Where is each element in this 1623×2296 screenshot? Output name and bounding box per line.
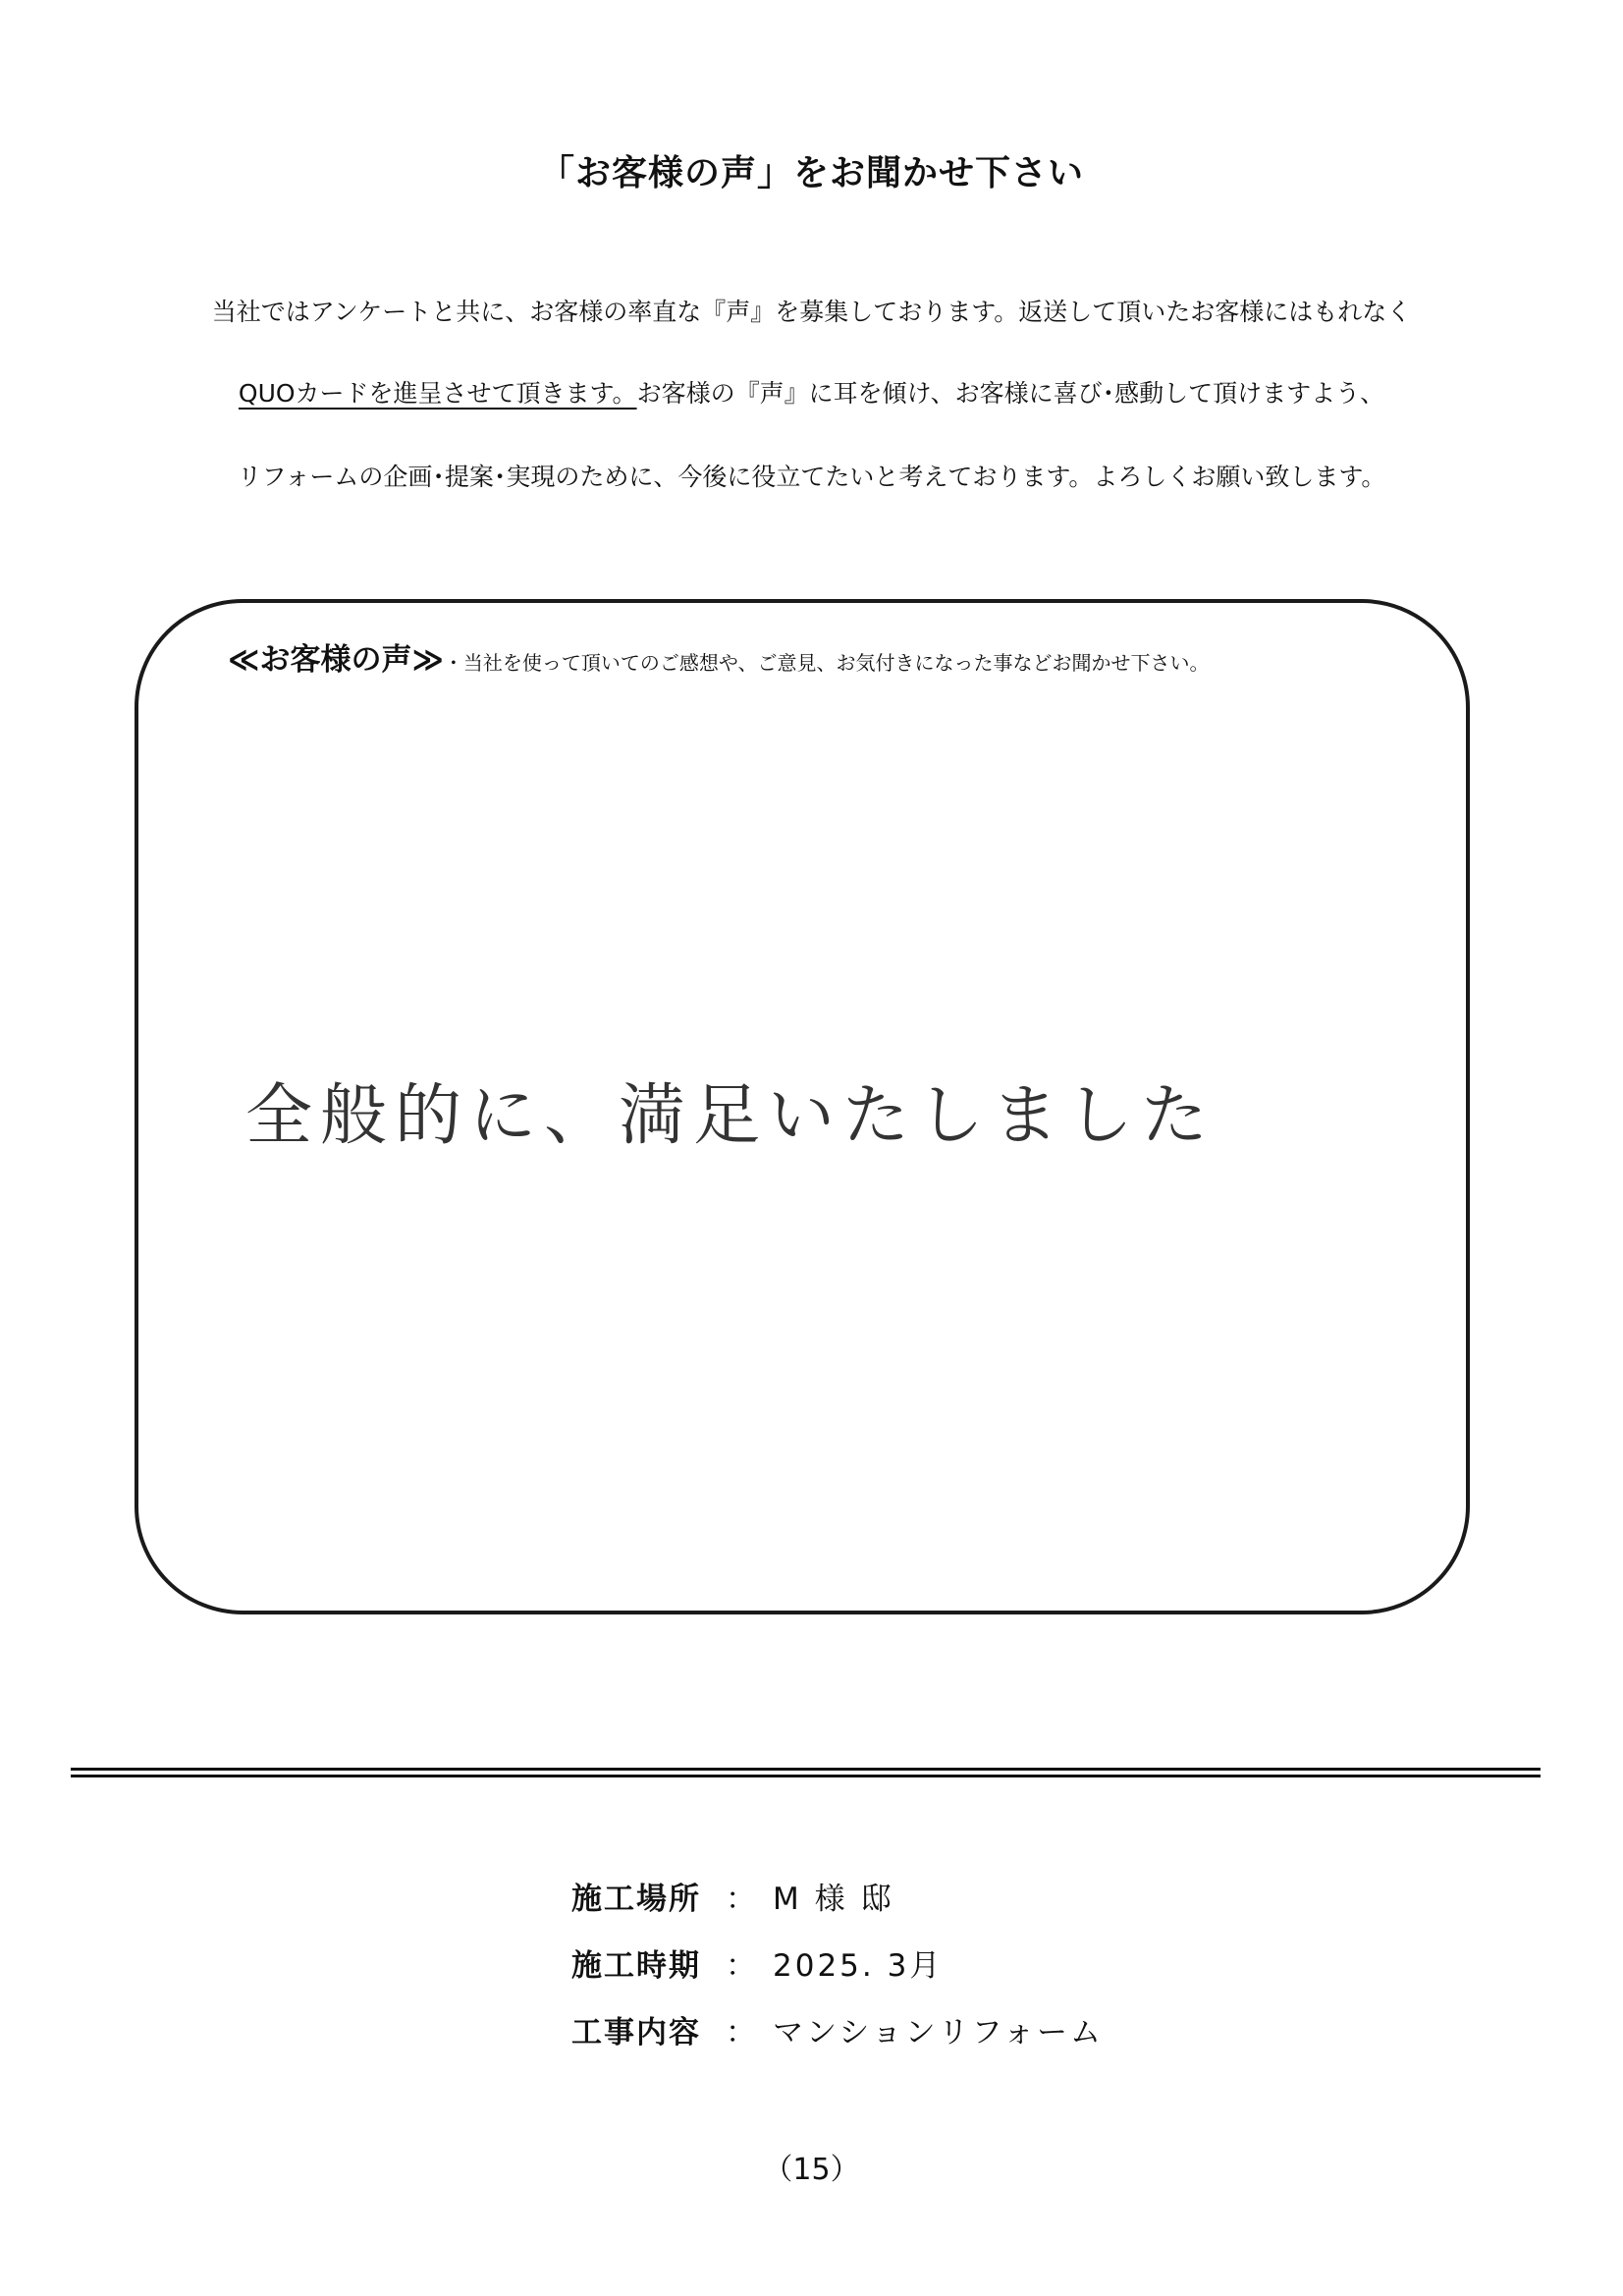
location-value: M 様 邸 (773, 1881, 894, 1917)
page-title: 「お客様の声」をお聞かせ下さい (538, 153, 1084, 193)
intro-line-2-rest: お客様の『声』に耳を傾け、お客様に喜び･感動して頂けますよう、 (636, 379, 1385, 408)
voice-heading (228, 634, 1210, 679)
customer-comment: 全般的に、満足いたしました (245, 1077, 1217, 1155)
work-label: 工事内容 (571, 2014, 701, 2050)
page-number: （15） (763, 2153, 860, 2187)
period-colon: ： (726, 1947, 756, 1984)
double-divider (71, 1768, 1541, 1777)
location-label: 施工場所 (571, 1881, 701, 1917)
project-info (571, 1862, 1104, 2062)
work-value: マンションリフォーム (773, 2014, 1105, 2050)
quo-card-notice: QUOカードを進呈させて頂きます。 (238, 379, 637, 408)
period-label: 施工時期 (571, 1947, 701, 1984)
info-row-period (571, 1929, 1104, 1995)
period-value: 2025. 3月 (773, 1947, 944, 1984)
work-colon: ： (726, 2014, 756, 2050)
intro-line-1: 当社ではアンケートと共に、お客様の率直な『声』を募集しております。返送して頂いたお客様にはもれなく (211, 298, 1412, 326)
intro-line-3: リフォームの企画･提案･実現のために、今後に役立てたいと考えております。よろしくお願い致します。 (237, 463, 1386, 491)
voice-heading-title: ≪お客様の声≫ (228, 642, 444, 678)
info-row-location (571, 1862, 1104, 1929)
intro-line-2 (0, 374, 1623, 410)
info-row-work (571, 1995, 1104, 2062)
location-colon: ： (726, 1881, 756, 1917)
voice-instruction: ・当社を使って頂いてのご感想や、ご意見、お気付きになった事などお聞かせ下さい。 (443, 651, 1210, 675)
